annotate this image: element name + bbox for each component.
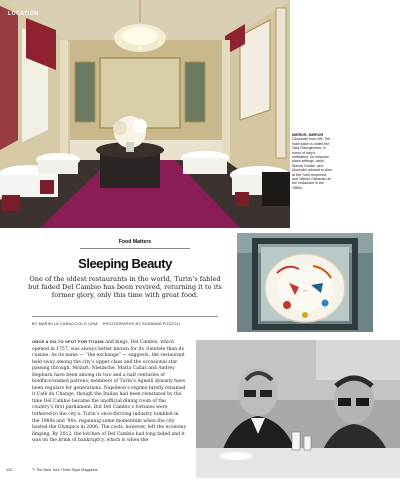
caption-kicker: MIRROR, MIRROR <box>292 133 324 137</box>
header-divider <box>80 248 190 249</box>
dek: One of the oldest restaurants in the world, Turin’s fabled but faded Del Cambio has been revived, returning it to its former glory, only this time with great food. <box>28 275 222 300</box>
section-label: Food Matters <box>118 239 152 245</box>
article-body <box>32 339 187 445</box>
restaurant-interior-photo <box>0 0 290 228</box>
byline <box>32 322 232 326</box>
body-paragraph: and kings, Del Cambio, which opened in 1757, was always better known for its clientele than its cuisine. As its name — “the exchange” — suggests, the restaurant held sway among the city’s upper class and the occasional star passing through. Mozart, Nietzsche, Maria Callas and Audrey Hepburn have been among its two and a half centuries of boldface-named patrons; members of Turin’s Agnelli dynasty have been regulars for generations. Napoleon’s regime briefly renamed it Café du Change, though the Italian had been reinstated by the time Del Cambio became the unofficial dining room of the country’s first parliament. But Del Cambio’s fortunes were tethered to the city’s. Turin’s once-thriving industry tumbled in the 1980s and ’90s, regaining some momentum when the city hosted the Olympics in 2006. The costs, however, left the economy limping. By 2012, the kitchen of Del Cambio had long faded and it was on the brink of bankruptcy, which is when the <box>32 340 187 444</box>
svg-text:~: ~ <box>303 289 307 295</box>
photo-caption <box>292 133 332 190</box>
author-name: MARIELLA CARACCIOLO CHIA <box>38 322 98 326</box>
byline-divider <box>32 316 218 317</box>
page-number: 120 <box>6 468 13 472</box>
caption-text: Clockwise from left: The main salon is called the Sala Risorgimento, in honor of Italy’s unification; for bespoke place settings, artist Marina Giudici, who Mussolini allowed to dine at the Turin reopened; and Vittorio Gassman at the restaurant in the 1960s. <box>292 137 332 190</box>
plate-photo <box>237 233 373 332</box>
location-tag: LOCATION <box>8 11 39 17</box>
magazine-name: T: The New York Times Style Magazine <box>32 468 98 472</box>
decorated-plate-illustration <box>237 233 373 332</box>
body-lead-in: ONCE A GO-TO SPOT FOR TITANS <box>32 339 104 344</box>
headline: Sleeping Beauty <box>78 256 172 271</box>
photo-credit-prefix: PHOTOGRAPHS BY <box>102 322 141 326</box>
restaurant-interior-illustration <box>0 0 290 228</box>
diners-bw-illustration <box>196 340 400 478</box>
byline-prefix: BY <box>32 322 38 326</box>
historic-bw-photo <box>196 340 400 478</box>
photographer-name: SUSANNA POZZOLI <box>142 322 181 326</box>
